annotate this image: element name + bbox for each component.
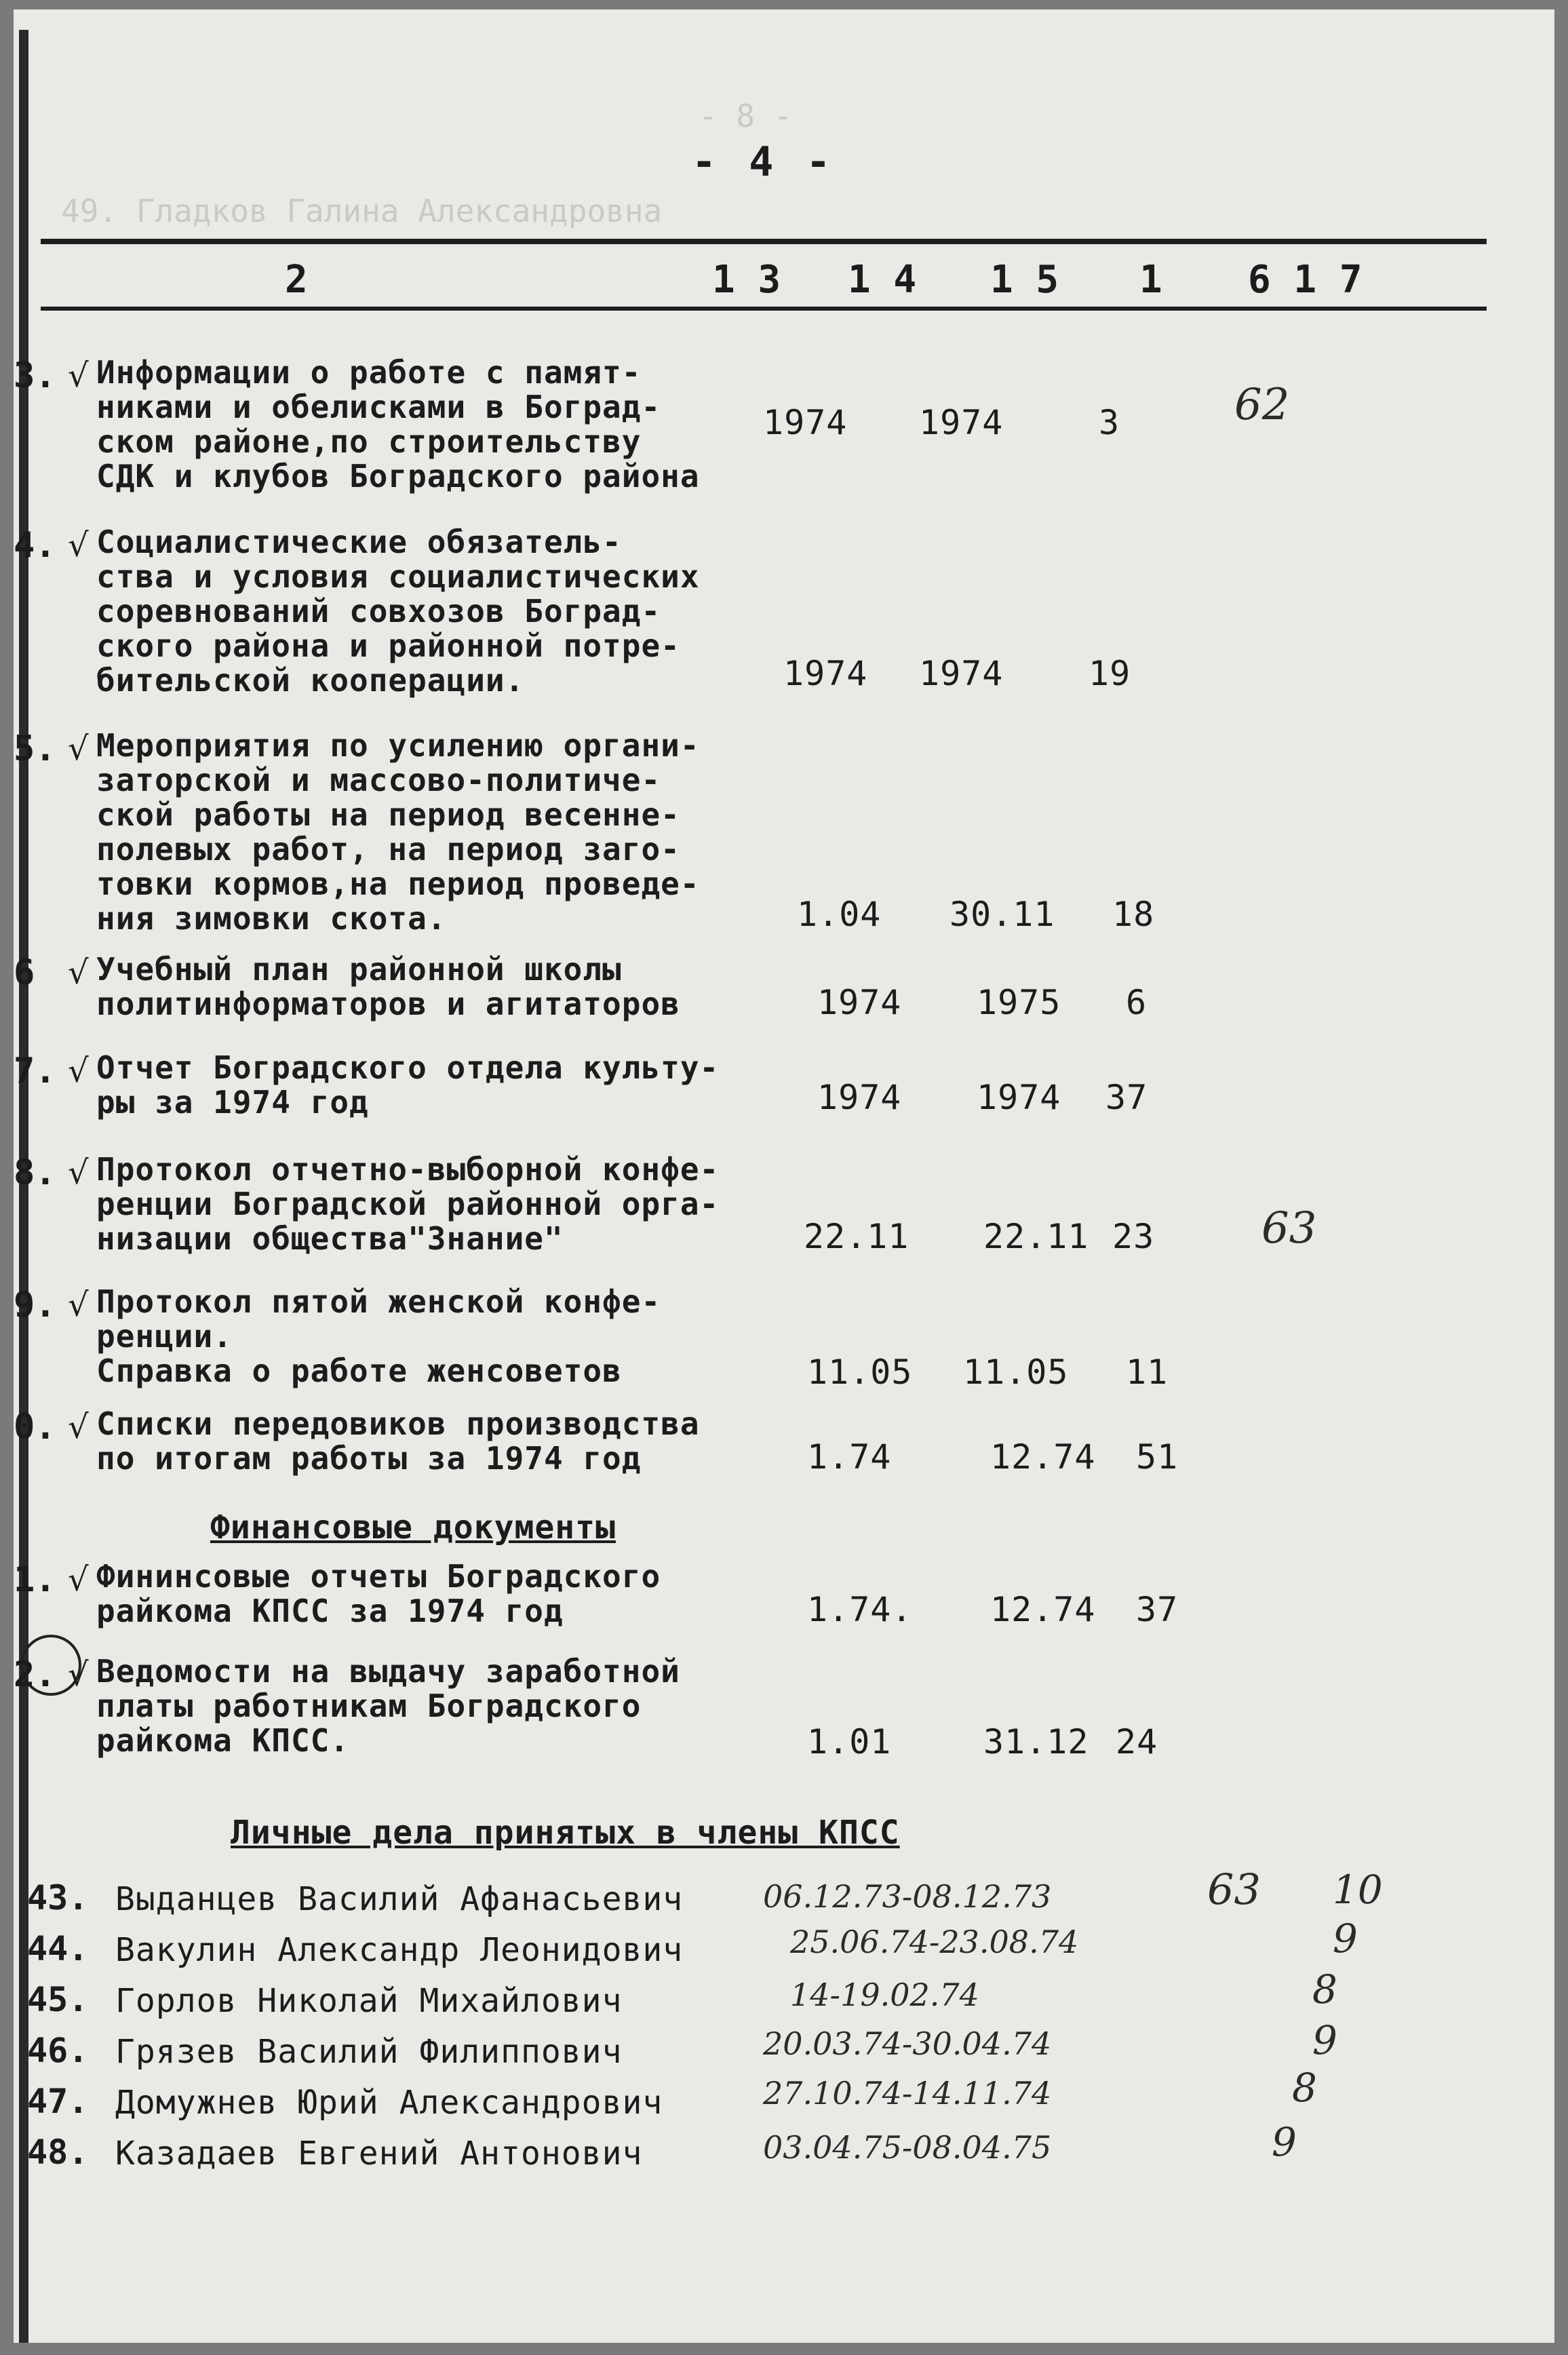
checkmark-icon: √: [68, 954, 89, 992]
checkmark-icon: √: [68, 1408, 89, 1446]
checkmark-icon: √: [68, 730, 89, 768]
entry-title: Отчет Боградского отдела культу- ры за 1974 год: [96, 1049, 720, 1121]
handwritten-sheet-count: 10: [1333, 1867, 1383, 1913]
handwritten-dates: 20.03.74-30.04.74: [763, 2025, 1052, 2062]
person-name: Грязев Василий Филиппович: [115, 2033, 623, 2071]
entry-title: Мероприятия по усилению органи- заторской и массово-политиче- ской работы на период весенне- полевых работ, на период заго- товки кормов,на период проведе- ния зимовки скота.: [96, 727, 700, 937]
checkmark-icon: √: [68, 357, 89, 395]
entry-number: 6: [14, 952, 35, 993]
entry-start-date: 1974: [783, 654, 868, 693]
entry-start-date: 22.11: [804, 1217, 909, 1256]
column-header-3: 1 3: [712, 258, 781, 302]
entry-title: Протокол пятой женской конфе- ренции. Справка о работе женсоветов: [96, 1283, 661, 1389]
column-header-2: 2: [285, 258, 308, 302]
handwritten-dates: 27.10.74-14.11.74: [763, 2075, 1052, 2111]
entry-start-date: 1.04: [797, 895, 882, 934]
bleed-through-number: - 8 -: [699, 98, 793, 134]
entry-number: 2.: [14, 1654, 56, 1695]
inventory-entry: [14, 1654, 1506, 1776]
person-name: Выданцев Василий Афанасьевич: [115, 1880, 684, 1918]
inventory-entry: [14, 1152, 1506, 1261]
entry-title: Информации о работе с памят- никами и обелисками в Боград- ском районе,по строительству СДК и клубов Боградского района: [96, 354, 700, 494]
entry-start-date: 1.01: [807, 1722, 892, 1762]
entry-title: Учебный план районной школы политинформаторов и агитаторов: [96, 951, 680, 1022]
entry-number: 5.: [14, 728, 56, 769]
checkmark-icon: √: [68, 1286, 89, 1324]
person-number: 43.: [27, 1878, 89, 1918]
entry-number: 7.: [14, 1051, 56, 1091]
handwritten-box-number: 63: [1207, 1865, 1261, 1914]
entry-number: 3.: [14, 355, 56, 396]
page-number: - 4 -: [692, 138, 835, 186]
inventory-entry: [14, 952, 1506, 1027]
handwritten-dates: 14-19.02.74: [790, 1977, 979, 2013]
inventory-entry: [14, 525, 1506, 701]
checkmark-icon: √: [68, 1561, 89, 1599]
entry-end-date: 1974: [977, 1078, 1061, 1117]
personal-files-section-title: Личные дела принятых в члены КПСС: [231, 1814, 900, 1852]
handwritten-box-number: 62: [1234, 380, 1290, 430]
entry-number: 9.: [14, 1285, 56, 1325]
entry-start-date: 1974: [817, 1078, 902, 1117]
person-name: Домужнев Юрий Александрович: [115, 2084, 663, 2122]
column-header-blank: 1: [1139, 258, 1162, 302]
person-name: Вакулин Александр Леонидович: [115, 1931, 684, 1969]
person-number: 48.: [27, 2133, 89, 2172]
entry-number: 8.: [14, 1152, 56, 1193]
entry-end-date: 1974: [919, 403, 1004, 442]
entry-start-date: 11.05: [807, 1352, 913, 1392]
handwritten-box-number: 63: [1261, 1203, 1317, 1253]
handwritten-sheet-count: 9: [1312, 2017, 1337, 2063]
handwritten-sheet-count: 9: [1333, 1915, 1358, 1962]
entry-sheet-count: 23: [1112, 1217, 1155, 1256]
checkmark-icon: √: [68, 1052, 89, 1090]
bleed-through-line: 49. Гладков Галина Александровна: [61, 193, 663, 229]
inventory-entry: [14, 1407, 1506, 1481]
entry-number: 1.: [14, 1559, 56, 1600]
entry-sheet-count: 18: [1112, 895, 1155, 934]
entry-end-date: 31.12: [983, 1722, 1089, 1762]
entry-title: Фининсовые отчеты Боградского райкома КПСС за 1974 год: [96, 1558, 661, 1629]
inventory-entry: [14, 355, 1506, 505]
handwritten-sheet-count: 8: [1312, 1966, 1337, 2012]
entry-start-date: 1.74.: [807, 1590, 913, 1629]
table-header-rule: [41, 307, 1487, 311]
entry-sheet-count: 24: [1116, 1722, 1158, 1762]
entry-number: 4.: [14, 525, 56, 566]
inventory-entry: [14, 1285, 1506, 1393]
table-top-rule: [41, 239, 1487, 244]
entry-title: Протокол отчетно-выборной конфе- ренции Боградской районной орга- низации общества"Знание": [96, 1151, 720, 1257]
person-number: 47.: [27, 2082, 89, 2121]
entry-sheet-count: 11: [1126, 1352, 1169, 1392]
entry-number: 0.: [14, 1407, 56, 1447]
entry-title: Социалистические обязатель- ства и условия социалистических соревнований совхозов Боград- ского района и районной потре- бительской кооперации.: [96, 524, 700, 699]
entry-sheet-count: 6: [1126, 983, 1148, 1022]
handwritten-sheet-count: 9: [1272, 2119, 1297, 2165]
entry-sheet-count: 19: [1089, 654, 1131, 693]
finance-section-title: Финансовые документы: [210, 1509, 616, 1546]
person-name: Горлов Николай Михайлович: [115, 1982, 623, 2020]
handwritten-dates: 06.12.73-08.12.73: [763, 1878, 1052, 1915]
entry-start-date: 1974: [763, 403, 848, 442]
entry-end-date: 12.74: [990, 1437, 1096, 1477]
archival-inventory-page: [14, 9, 1554, 2343]
person-number: 45.: [27, 1980, 89, 2019]
entry-sheet-count: 51: [1136, 1437, 1179, 1477]
checkmark-icon: √: [68, 526, 89, 564]
inventory-entry: [14, 728, 1506, 946]
column-header-4: 1 4: [848, 258, 917, 302]
handwritten-dates: 03.04.75-08.04.75: [763, 2129, 1052, 2166]
handwritten-dates: 25.06.74-23.08.74: [790, 1924, 1079, 1960]
entry-sheet-count: 3: [1099, 403, 1120, 442]
entry-sheet-count: 37: [1136, 1590, 1179, 1629]
entry-end-date: 1975: [977, 983, 1061, 1022]
column-header-5: 1 5: [990, 258, 1059, 302]
entry-end-date: 11.05: [963, 1352, 1069, 1392]
handwritten-sheet-count: 8: [1292, 2065, 1317, 2111]
entry-end-date: 12.74: [990, 1590, 1096, 1629]
checkmark-icon: √: [68, 1656, 89, 1694]
entry-end-date: 30.11: [949, 895, 1055, 934]
entry-sheet-count: 37: [1105, 1078, 1148, 1117]
entry-start-date: 1.74: [807, 1437, 892, 1477]
inventory-entry: [14, 1051, 1506, 1125]
entry-title: Ведомости на выдачу заработной платы работникам Боградского райкома КПСС.: [96, 1653, 680, 1759]
column-header-6-7: 6 1 7: [1248, 258, 1363, 302]
person-name: Казадаев Евгений Антонович: [115, 2135, 643, 2173]
entry-end-date: 22.11: [983, 1217, 1089, 1256]
checkmark-icon: √: [68, 1154, 89, 1192]
entry-end-date: 1974: [919, 654, 1004, 693]
entry-start-date: 1974: [817, 983, 902, 1022]
person-number: 44.: [27, 1929, 89, 1968]
entry-title: Списки передовиков производства по итогам работы за 1974 год: [96, 1405, 700, 1477]
inventory-entry: [14, 1559, 1506, 1634]
person-number: 46.: [27, 2031, 89, 2070]
